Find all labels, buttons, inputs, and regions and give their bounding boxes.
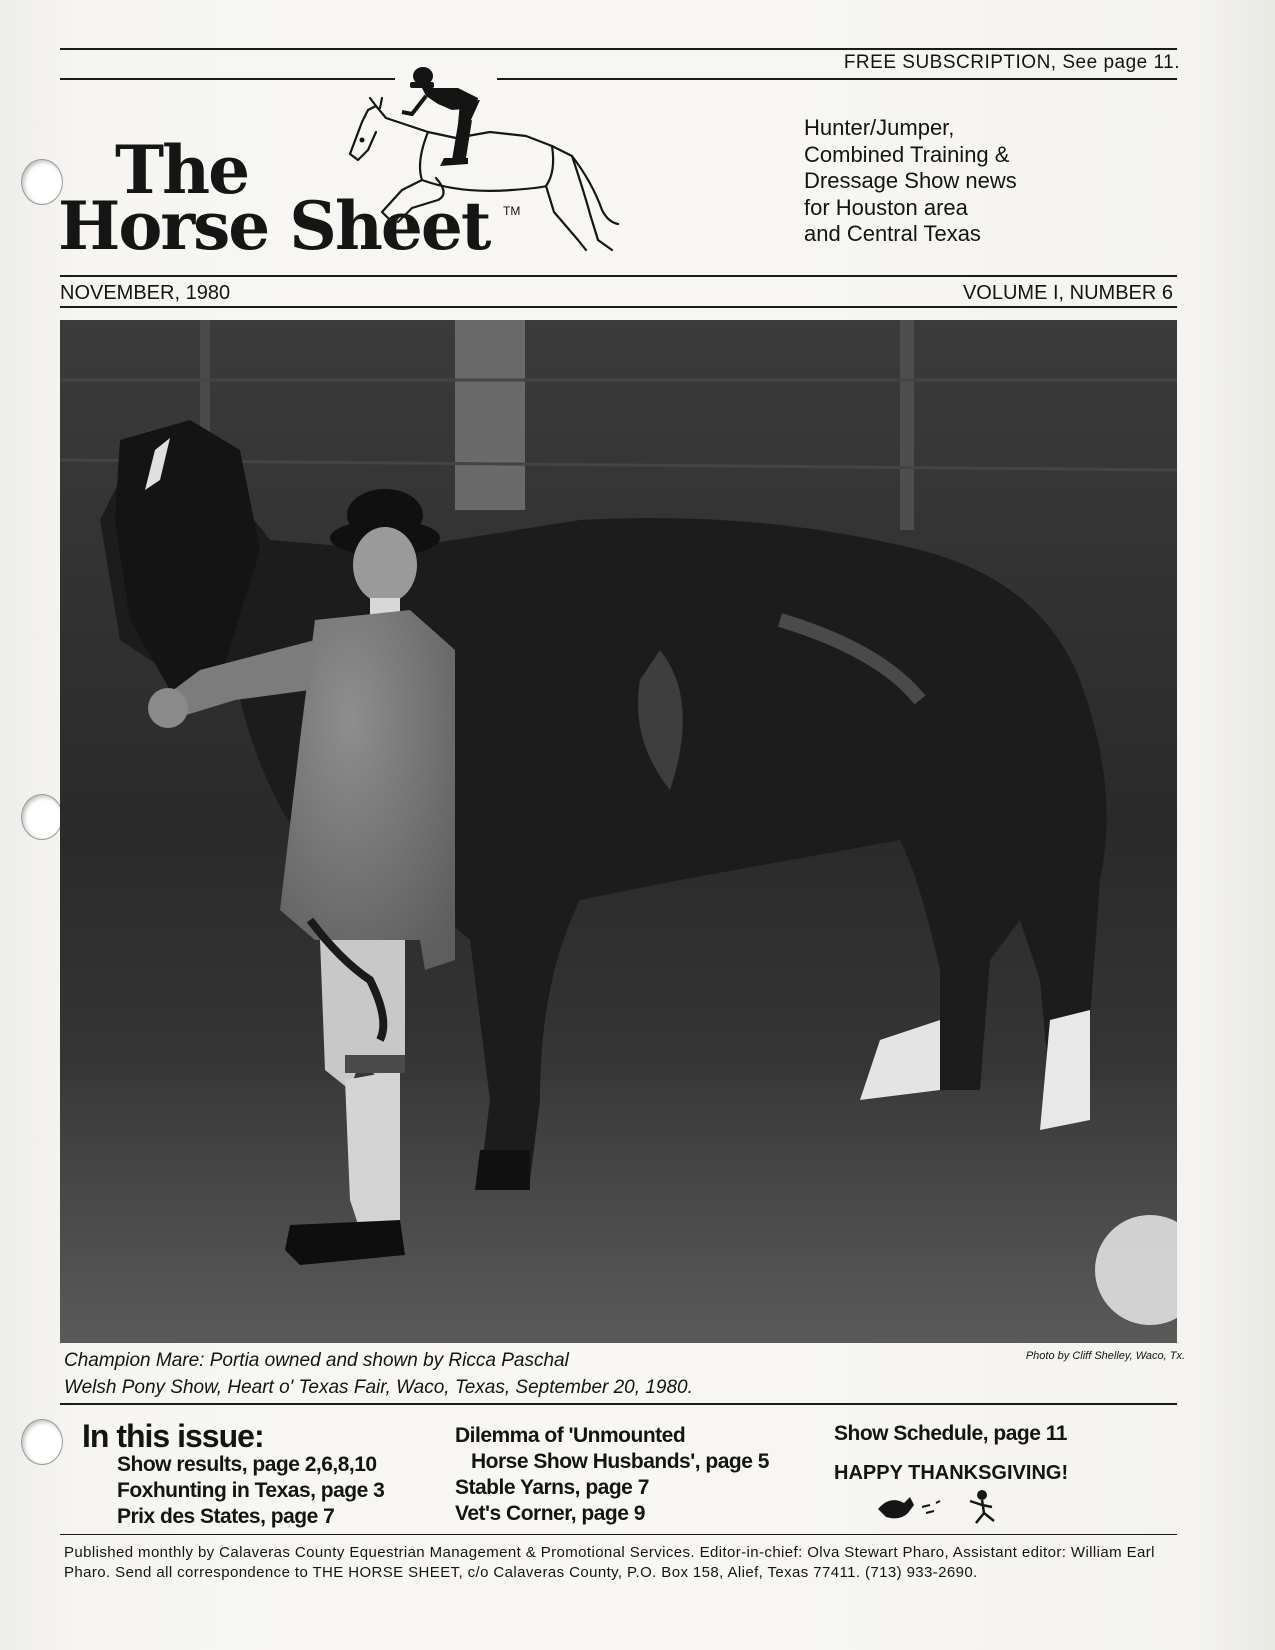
free-subscription-note: FREE SUBSCRIPTION, See page 11. bbox=[843, 52, 1180, 73]
issue-item: Show results, page 2,6,8,10 bbox=[117, 1453, 377, 1476]
in-this-issue-heading: In this issue: bbox=[82, 1418, 264, 1454]
cover-photo bbox=[60, 320, 1177, 1343]
issue-date: NOVEMBER, 1980 bbox=[60, 282, 231, 304]
binder-hole-bottom bbox=[22, 1420, 62, 1464]
publisher-info: Published monthly by Calaveras County Equestrian Management & Promotional Services. Editor-in-chief: Olva Stewart Pharo, Assistant editor: William Earl Pharo. Send all correspondence to THE HORSE SHEET, c/o Calaveras County, P.O. Box 158, Alief, Texas 77411. (713) 933-2690. bbox=[64, 1544, 1155, 1581]
tagline-line: Combined Training & bbox=[804, 141, 1010, 167]
caption-line: Champion Mare: Portia owned and shown by Ricca Paschal bbox=[64, 1350, 569, 1371]
binder-hole-top bbox=[22, 160, 62, 204]
volume-number: VOLUME I, NUMBER 6 bbox=[962, 282, 1173, 304]
issue-item: Horse Show Husbands', page 5 bbox=[471, 1450, 769, 1473]
issue-item: Stable Yarns, page 7 bbox=[455, 1476, 649, 1499]
turkey-hunt-icon bbox=[870, 1487, 1020, 1527]
issue-column-2 bbox=[455, 1423, 769, 1527]
trademark-mark: TM bbox=[503, 204, 521, 218]
photo-caption bbox=[64, 1347, 693, 1401]
photo-credit: Photo by Cliff Shelley, Waco, Tx. bbox=[1025, 1350, 1185, 1362]
issue-rule-top bbox=[60, 1403, 1177, 1405]
thanksgiving-greeting: HAPPY THANKSGIVING! bbox=[834, 1462, 1069, 1484]
issue-item: Dilemma of 'Unmounted bbox=[455, 1424, 686, 1447]
caption-line: Welsh Pony Show, Heart o' Texas Fair, Waco, Texas, September 20, 1980. bbox=[64, 1377, 693, 1398]
tagline bbox=[804, 115, 1017, 248]
issue-item: Vet's Corner, page 9 bbox=[455, 1502, 645, 1525]
masthead-title bbox=[58, 131, 490, 265]
date-rule-bottom bbox=[60, 306, 1177, 308]
tagline-line: Hunter/Jumper, bbox=[804, 115, 955, 140]
tagline-line: and Central Texas bbox=[804, 221, 981, 246]
footer-rule bbox=[60, 1534, 1177, 1535]
issue-item: Prix des States, page 7 bbox=[117, 1505, 335, 1528]
date-rule-top bbox=[60, 275, 1177, 277]
binder-hole-middle bbox=[22, 795, 62, 839]
top-rule bbox=[60, 48, 1177, 50]
issue-item: Show Schedule, page 11 bbox=[834, 1422, 1067, 1445]
issue-column-1 bbox=[117, 1452, 384, 1530]
title-the: The bbox=[115, 131, 249, 209]
tagline-line: for Houston area bbox=[804, 194, 968, 220]
tagline-line: Dressage Show news bbox=[804, 168, 1017, 193]
issue-column-3 bbox=[834, 1421, 1067, 1447]
issue-item: Foxhunting in Texas, page 3 bbox=[117, 1479, 385, 1502]
title-horse-sheet: Horse Sheet bbox=[58, 187, 490, 265]
